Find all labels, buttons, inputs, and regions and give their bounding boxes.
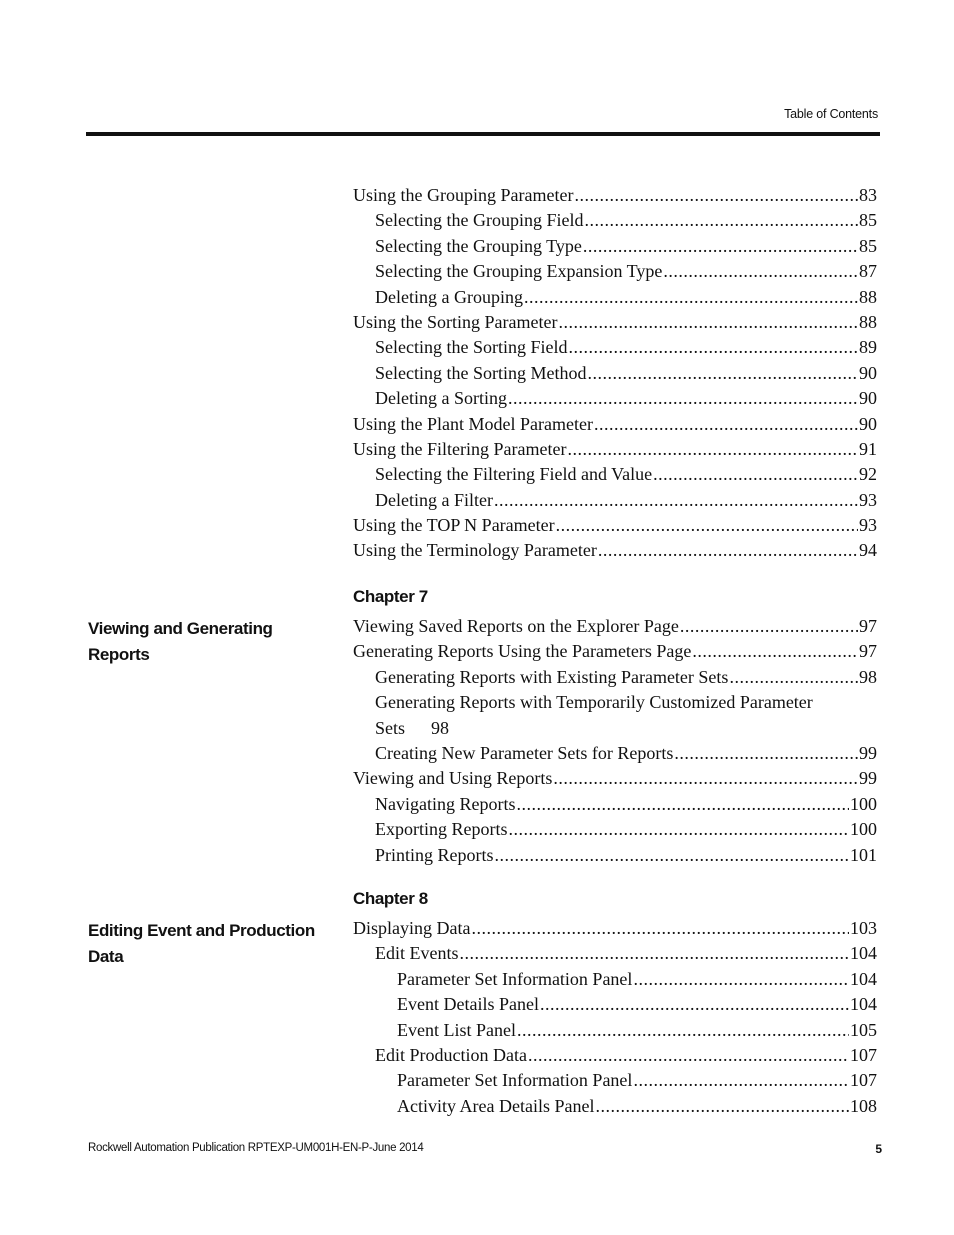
- dot-leader: [680, 614, 858, 639]
- toc-entry[interactable]: [353, 741, 877, 766]
- chapter-8-entry-list: [353, 916, 877, 1119]
- toc-entry-title: Selecting the Grouping Type: [375, 235, 582, 256]
- dot-leader: [556, 513, 858, 538]
- toc-entry-title: Printing Reports: [375, 844, 494, 865]
- dot-leader: [494, 488, 858, 513]
- toc-entry-page: 99: [859, 742, 877, 763]
- toc-entry-page: 94: [859, 540, 877, 561]
- toc-entry-page: 104: [850, 968, 877, 989]
- dot-leader: [587, 361, 858, 386]
- toc-entry-title: Parameter Set Information Panel: [397, 1070, 633, 1091]
- toc-entry-page: 105: [850, 1019, 877, 1040]
- toc-entry[interactable]: [353, 437, 877, 462]
- dot-leader: [595, 1094, 849, 1119]
- toc-entry-title: Using the Grouping Parameter: [353, 185, 574, 205]
- dot-leader: [663, 259, 858, 284]
- dot-leader: [509, 817, 850, 842]
- toc-entry-title: Navigating Reports: [375, 793, 516, 814]
- toc-entry[interactable]: [353, 234, 877, 259]
- dot-leader: [567, 437, 858, 462]
- dot-leader: [553, 766, 858, 791]
- toc-entry-page: 89: [859, 337, 877, 358]
- toc-entry-title: Viewing Saved Reports on the Explorer Page: [353, 616, 679, 636]
- toc-entry[interactable]: [353, 1018, 877, 1043]
- toc-entry[interactable]: [353, 916, 877, 941]
- toc-entry[interactable]: [353, 967, 877, 992]
- toc-entry-page: 100: [850, 793, 877, 814]
- toc-entry-title: Using the Sorting Parameter: [353, 311, 558, 332]
- toc-entry-title: Using the Terminology Parameter: [353, 540, 597, 561]
- toc-entry-page: 85: [859, 210, 877, 231]
- dot-leader: [460, 941, 850, 966]
- toc-entry-title: Deleting a Filter: [375, 489, 493, 510]
- toc-entry-title: Selecting the Sorting Field: [375, 337, 568, 358]
- dot-leader: [674, 741, 858, 766]
- dot-leader: [598, 538, 858, 563]
- toc-entry[interactable]: [353, 665, 877, 690]
- dot-leader: [692, 639, 858, 664]
- toc-entry-title: Using the TOP N Parameter: [353, 515, 555, 536]
- toc-entry-title: Using the Plant Model Parameter: [353, 413, 593, 434]
- toc-entry[interactable]: [353, 992, 877, 1017]
- dot-leader: [594, 412, 858, 437]
- dot-leader: [583, 234, 858, 259]
- toc-entry-title: Selecting the Grouping Expansion Type: [375, 261, 663, 282]
- dot-leader: [517, 1018, 849, 1043]
- toc-entry-title: Event List Panel: [397, 1019, 516, 1040]
- toc-entry-page: 85: [859, 235, 877, 256]
- dot-leader: [524, 285, 858, 310]
- dot-leader: [653, 462, 858, 487]
- toc-entry[interactable]: [353, 1068, 877, 1093]
- toc-entry-title: Displaying Data: [353, 918, 471, 938]
- toc-entry[interactable]: [353, 843, 877, 868]
- toc-entry-page: 88: [859, 311, 877, 332]
- toc-entry[interactable]: [353, 310, 877, 335]
- toc-entry-page: 104: [850, 994, 877, 1015]
- toc-entry-page: 91: [859, 438, 877, 459]
- dot-leader: [558, 310, 858, 335]
- toc-entry-page: 83: [859, 185, 877, 205]
- toc-entry-title: Exporting Reports: [375, 819, 508, 840]
- toc-entry[interactable]: [353, 462, 877, 487]
- chapter-7-heading: Chapter 7: [353, 587, 428, 606]
- toc-entry-page: 99: [859, 768, 877, 789]
- toc-entry-title: Selecting the Grouping Field: [375, 210, 584, 231]
- dot-leader: [471, 916, 849, 941]
- toc-entry[interactable]: [353, 386, 877, 411]
- toc-entry[interactable]: [353, 1094, 877, 1119]
- toc-entry-title: Edit Production Data: [375, 1044, 527, 1065]
- toc-entry-title: Creating New Parameter Sets for Reports: [375, 742, 674, 763]
- toc-entry-page: 107: [850, 1070, 877, 1091]
- toc-entry-page: 93: [859, 515, 877, 536]
- toc-entry-title: Viewing and Using Reports: [353, 768, 553, 789]
- chapter-7-entry-list: [353, 614, 877, 868]
- dot-leader: [584, 208, 858, 233]
- toc-entry-page: 98: [431, 717, 450, 738]
- dot-leader: [495, 843, 849, 868]
- toc-entry-title: Selecting the Sorting Method: [375, 362, 587, 383]
- chapter-8-heading: Chapter 8: [353, 889, 428, 908]
- toc-entry-title: Activity Area Details Panel: [397, 1095, 595, 1116]
- dot-leader: [568, 335, 858, 360]
- toc-entry[interactable]: [353, 690, 877, 741]
- chapter-7-side-title: Viewing and Generating Reports: [88, 619, 273, 664]
- toc-entry[interactable]: [353, 639, 877, 664]
- toc-entry[interactable]: [353, 817, 877, 842]
- toc-entry-title: Deleting a Grouping: [375, 286, 523, 307]
- toc-entry-page: 92: [859, 464, 877, 485]
- toc-entry-page: 103: [850, 918, 877, 938]
- dot-leader: [528, 1043, 849, 1068]
- toc-entry-page: 100: [850, 819, 877, 840]
- toc-entry-title: Edit Events: [375, 943, 459, 964]
- toc-entry[interactable]: [353, 259, 877, 284]
- toc-entry[interactable]: [353, 792, 877, 817]
- dot-leader: [633, 967, 849, 992]
- toc-entry-title: Event Details Panel: [397, 994, 539, 1015]
- toc-entry-title: Generating Reports with Existing Parameter Sets: [375, 666, 729, 687]
- toc-entry[interactable]: [353, 335, 877, 360]
- toc-entry[interactable]: [353, 513, 877, 538]
- dot-leader: [540, 992, 849, 1017]
- dot-leader: [508, 386, 858, 411]
- dot-leader: [516, 792, 849, 817]
- toc-entry-page: 87: [859, 261, 877, 282]
- dot-leader: [633, 1068, 849, 1093]
- footer-page-number: 5: [875, 1142, 882, 1156]
- toc-entry-page: 90: [859, 388, 877, 409]
- toc-entry-page: 97: [859, 641, 877, 662]
- toc-entry-page: 104: [850, 943, 877, 964]
- header-section-label: Table of Contents: [784, 107, 878, 121]
- toc-entry-title: Generating Reports Using the Parameters Page: [353, 641, 692, 662]
- toc-entry-page: 107: [850, 1044, 877, 1065]
- toc-entry-title: Deleting a Sorting: [375, 388, 507, 409]
- toc-entry[interactable]: [353, 361, 877, 386]
- toc-entry[interactable]: [353, 538, 877, 563]
- toc-entry[interactable]: [353, 285, 877, 310]
- toc-entry-page: 90: [859, 362, 877, 383]
- toc-entry-title: Using the Filtering Parameter: [353, 438, 567, 459]
- toc-entry-page: 93: [859, 489, 877, 510]
- dot-leader: [729, 665, 858, 690]
- toc-entry-title: Parameter Set Information Panel: [397, 968, 633, 989]
- toc-entry-page: 88: [859, 286, 877, 307]
- toc-entry[interactable]: [353, 614, 877, 639]
- toc-entry[interactable]: [353, 1043, 877, 1068]
- toc-continued-list: [353, 183, 877, 564]
- toc-entry[interactable]: [353, 488, 877, 513]
- toc-entry[interactable]: [353, 208, 877, 233]
- toc-entry[interactable]: [353, 412, 877, 437]
- toc-entry-page: 90: [859, 413, 877, 434]
- chapter-8-side-title: Editing Event and Production Data: [88, 921, 315, 966]
- footer-publication: Rockwell Automation Publication RPTEXP-UM001H-EN-P-June 2014: [88, 1142, 424, 1154]
- toc-entry-page: 97: [859, 616, 877, 636]
- toc-entry-page: 98: [859, 666, 877, 687]
- toc-entry-page: 108: [850, 1095, 877, 1116]
- toc-entry[interactable]: [353, 941, 877, 966]
- dot-leader: [574, 183, 858, 208]
- toc-entry[interactable]: [353, 766, 877, 791]
- header-rule: [86, 132, 880, 136]
- toc-entry-title: Selecting the Filtering Field and Value: [375, 464, 653, 485]
- toc-entry[interactable]: [353, 183, 877, 208]
- toc-entry-title: Generating Reports with Temporarily Customized Parameter Sets: [375, 692, 813, 738]
- toc-entry-page: 101: [850, 844, 877, 865]
